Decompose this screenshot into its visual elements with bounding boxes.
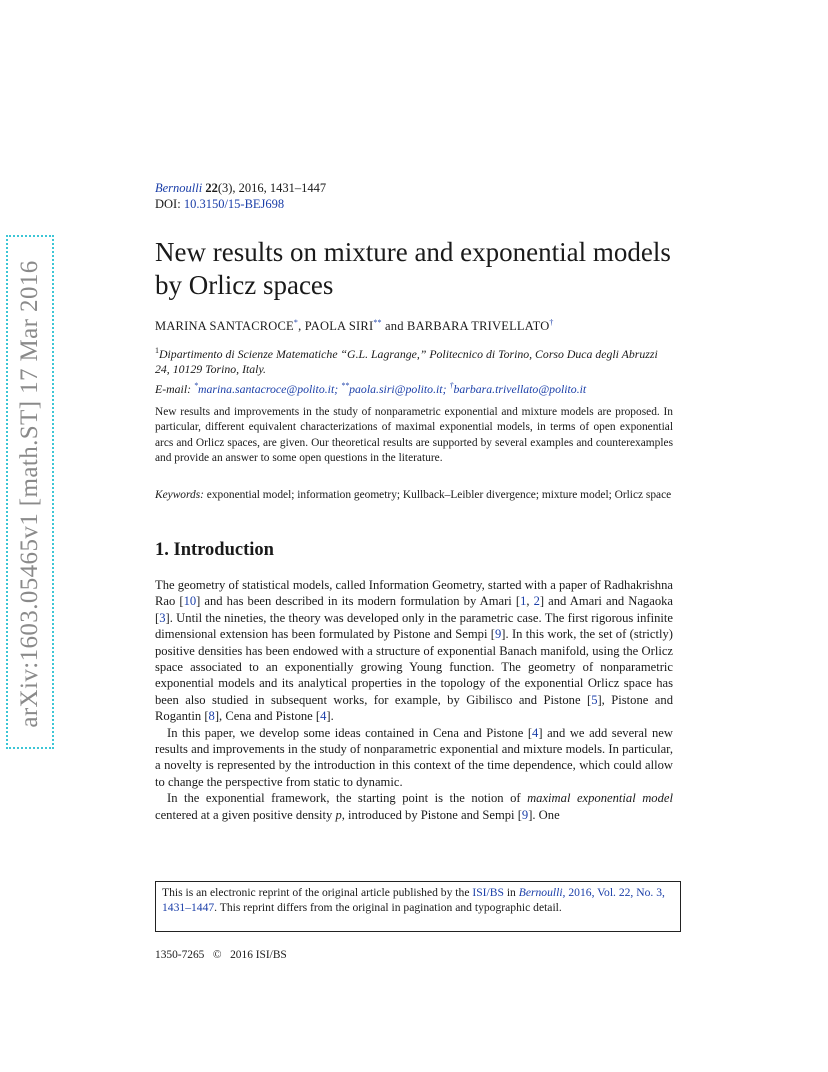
citation-link[interactable]: 8	[208, 709, 215, 724]
citation-link[interactable]: 10	[183, 594, 197, 609]
paragraph-2	[155, 725, 673, 791]
text-run: ,	[526, 594, 534, 609]
text-run: The geometry of statistical models, called Information Geometry, started with a paper of Radhakrishna Rao [	[155, 578, 673, 609]
email-label: E-mail:	[155, 381, 194, 396]
journal-volume: 22	[205, 181, 218, 195]
text-run: ] and has been described in its modern formulation by Amari [	[196, 594, 521, 609]
doi-label: DOI:	[155, 197, 181, 211]
text-run: , introduced by Pistone and Sempi [	[341, 807, 522, 822]
keywords-text: exponential model; information geometry; Kullback–Leibler divergence; mixture model; Orlicz space	[203, 489, 672, 501]
article-ref-link[interactable]: 2016, Vol. 22, No. 3, 1431–1447	[162, 886, 665, 914]
note-text: This is an electronic reprint of the original article published by the	[162, 886, 473, 899]
author-list	[155, 318, 554, 334]
abstract: New results and improvements in the study of nonparametric exponential and mixture models are proposed. In particular, different equivalent characterizations of maximal exponential models, in terms of open exponential arcs and Orlicz spaces, are given. Our theoretical results are supported by several examples and counterexamples and provide an answer to some open questions in the literature.	[155, 406, 673, 465]
citation-link[interactable]: 3	[159, 610, 166, 625]
email-link[interactable]: marina.santacroce@polito.it;	[198, 381, 339, 396]
citation-link[interactable]: 5	[591, 692, 598, 707]
text-run: ]. Until the nineties, the theory was developed only in the parametric case. The first rigorous infinite dimensional extension has been formulated by Pistone and Sempi [	[155, 610, 673, 642]
emphasis-term: maximal exponential model	[527, 791, 673, 806]
doi-link[interactable]: 10.3150/15-BEJ698	[183, 197, 285, 211]
citation-link[interactable]: 2	[533, 594, 540, 609]
note-text: in	[503, 886, 519, 899]
citation-link[interactable]: 9	[494, 627, 502, 642]
text-run: In the exponential framework, the starting point is the notion of	[167, 791, 528, 806]
text-run: ] and we add several new results and improvements in the study of nonparametric exponential and mixture models. In particular, a novelty is represented by the introduction in this context of the time dependence, which could allow to change the perspective from static to dynamic.	[155, 725, 673, 789]
email-mark: †	[449, 380, 454, 390]
text-run: ].	[326, 709, 334, 724]
text-run: centered at a given positive density	[155, 807, 336, 822]
keywords-label: Keywords:	[155, 489, 204, 501]
affiliation-text: Dipartimento di Scienze Matematiche “G.L. Lagrange,” Politecnico di Torino, Corso Duca degli Abruzzi 24, 10129 Torino, Italy.	[155, 346, 658, 377]
isi-link[interactable]: ISI/BS	[472, 886, 504, 899]
text-run: ], Cena and Pistone [	[214, 709, 321, 724]
paragraph-1	[155, 577, 673, 725]
citation-link[interactable]: 4	[532, 725, 539, 740]
author-separator: and	[381, 319, 408, 334]
citation-link[interactable]: 1	[520, 594, 527, 609]
text-run: ] and Amari and Nagaoka [	[155, 594, 674, 625]
body-text	[155, 577, 673, 823]
paper-title: New results on mixture and exponential models by Orlicz spaces	[155, 237, 671, 300]
text-run: ]. One	[528, 807, 560, 822]
paragraph-3	[155, 790, 673, 823]
note-text: . This reprint differs from the original in pagination and typographic detail.	[214, 901, 562, 914]
text-run: ], Pistone and Rogantin [	[155, 692, 673, 724]
text-run: ]. In this work, the set of (strictly) positive densities has been endowed with a structure of exponential Banach manifold, using the Orlicz space associated to an exponentially growing Young function. The geometry of nonparametric exponential models and its analytical properties in the topology of the exponential Orlicz space has been also studied in subsequent works, for example, by Gibilisco and Pistone [	[155, 627, 673, 707]
reprint-note	[155, 881, 681, 932]
journal-meta	[155, 180, 326, 212]
author-name: PAOLA SIRI	[304, 319, 374, 334]
author-mark[interactable]: **	[373, 318, 382, 327]
math-symbol: p	[335, 807, 342, 822]
page-footer	[155, 949, 287, 961]
keywords	[155, 488, 673, 503]
text-run: In this paper, we develop some ideas contained in Cena and Pistone [	[167, 725, 533, 740]
journal-link[interactable]: Bernoulli,	[518, 886, 566, 899]
email-mark: *	[194, 380, 198, 390]
author-name: BARBARA TRIVELLATO	[407, 319, 550, 334]
issn: 1350-7265	[155, 949, 205, 961]
affiliation	[155, 343, 675, 397]
section-heading: 1. Introduction	[155, 540, 274, 560]
publisher: 2016 ISI/BS	[230, 949, 287, 961]
arxiv-stamp-text: arXiv:1603.05465v1 [math.ST] 17 Mar 2016	[16, 260, 43, 728]
copyright-icon: ©	[212, 949, 222, 961]
citation-link[interactable]: 9	[521, 807, 529, 822]
author-separator: ,	[298, 319, 305, 334]
journal-issue-pages: (3), 2016, 1431–1447	[217, 181, 327, 195]
email-link[interactable]: barbara.trivellato@polito.it	[453, 381, 587, 396]
email-link[interactable]: paola.siri@polito.it;	[349, 381, 447, 396]
author-mark[interactable]: †	[549, 318, 554, 327]
author-name: MARINA SANTACROCE	[155, 319, 294, 334]
affiliation-mark: 1	[155, 346, 159, 355]
email-mark: **	[341, 380, 350, 390]
author-mark[interactable]: *	[293, 318, 299, 327]
citation-link[interactable]: 4	[320, 709, 327, 724]
journal-link[interactable]: Bernoulli	[155, 181, 203, 195]
